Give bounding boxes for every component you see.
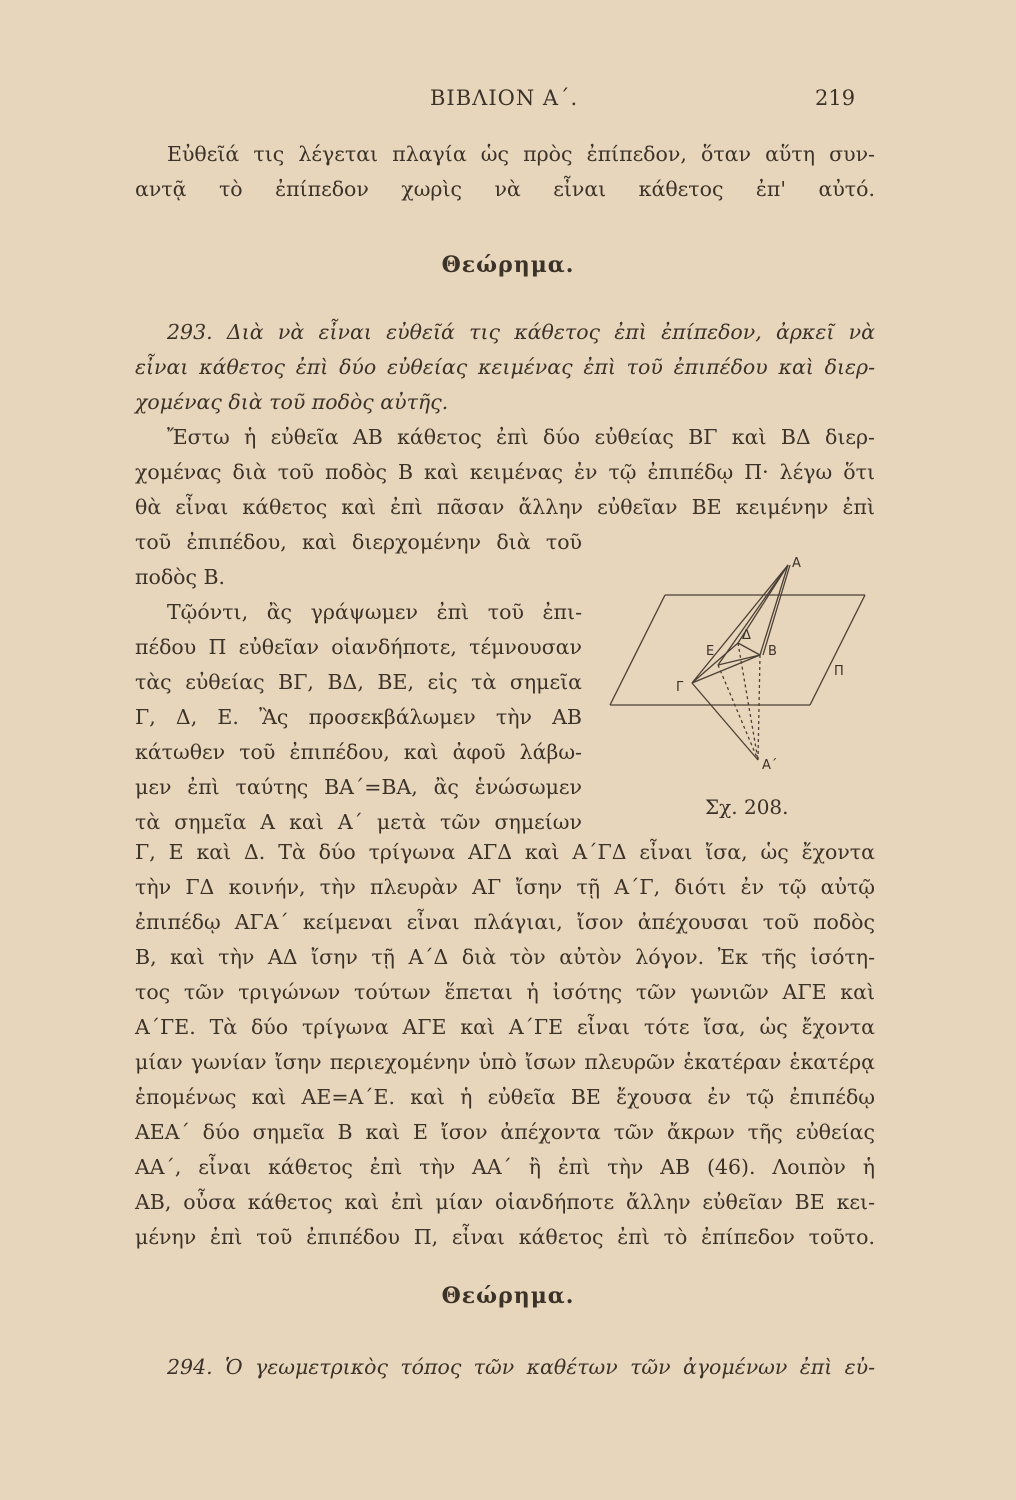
text-line: Α΄ΓΕ. Τὰ δύο τρίγωνα ΑΓΕ καὶ Α΄ΓΕ εἶναι τότε ἴσα, ὡς ἔχοντα (135, 1015, 875, 1039)
text-line: τος τῶν τριγώνων τούτων ἕπεται ἡ ἰσότης τῶν γωνιῶν ΑΓΕ καὶ (135, 980, 875, 1004)
theorem-heading: Θεώρημα. (441, 1283, 575, 1309)
text-line: Β, καὶ τὴν ΑΔ ἴσην τῇ Α΄Δ διὰ τὸν αὐτὸν λόγον. Ἐκ τῆς ἰσότη- (135, 945, 875, 969)
text-line: τὰ σημεῖα Α καὶ Α΄ μετὰ τῶν σημείων (135, 810, 582, 834)
text-line: 293. Διὰ νὰ εἶναι εὐθεῖά τις κάθετος ἐπὶ ἐπίπεδον, ἀρκεῖ νὰ (167, 320, 875, 344)
line-AB (760, 565, 788, 655)
page-header (0, 86, 1016, 116)
plane-edge (610, 595, 665, 705)
text-line: Ἔστω ἡ εὐθεῖα ΑΒ κάθετος ἐπὶ δύο εὐθείας ΒΓ καὶ ΒΔ διερ- (167, 425, 875, 449)
line-EA-prime (718, 665, 758, 760)
theorem-statement (135, 315, 875, 420)
text-line: Γ, Ε καὶ Δ. Τὰ δύο τρίγωνα ΑΓΔ καὶ Α΄ΓΔ εἶναι ἴσα, ὡς ἔχοντα (135, 840, 875, 864)
line-BA-prime (758, 655, 760, 760)
text-line: ΑΑ΄, εἶναι κάθετος ἐπὶ τὴν ΑΑ΄ ἢ ἐπὶ τὴν ΑΒ (46). Λοιπὸν ἡ (135, 1155, 875, 1179)
geometry-figure (600, 555, 870, 825)
text-line: τὴν ΓΔ κοινήν, τὴν πλευρὰν ΑΓ ἴσην τῇ Α΄Γ, διότι ἐν τῷ αὐτῷ (135, 875, 875, 899)
proof-narrow-column (135, 525, 582, 840)
text-line: ΑΒ, οὖσα κάθετος καὶ ἐπὶ μίαν οἱανδήποτε ἄλλην εὐθεῖαν ΒΕ κει- (135, 1190, 875, 1214)
page-number: 219 (815, 86, 856, 110)
label-E: Ε (706, 644, 715, 659)
label-A: Α (792, 556, 801, 571)
figure-caption: Σχ. 208. (705, 795, 789, 819)
text-line: ΑΕΑ΄ δύο σημεῖα Β καὶ Ε ἴσον ἀπέχοντα τῶν ἄκρων τῆς εὐθείας (135, 1120, 875, 1144)
line-GD (692, 643, 738, 683)
text-line: ποδὸς Β. (135, 565, 226, 589)
line-AG (692, 565, 788, 683)
text-line: ἑπομένως καὶ ΑΕ=Α΄Ε. καὶ ἡ εὐθεῖα ΒΕ ἔχουσα ἐν τῷ ἐπιπέδῳ (135, 1085, 875, 1109)
label-B: Β (768, 644, 777, 659)
theorem-statement (135, 1350, 875, 1385)
text-line: εἶναι κάθετος ἐπὶ δύο εὐθείας κειμένας ἐπὶ τοῦ ἐπιπέδου καὶ διερ- (135, 355, 875, 379)
definition-paragraph (135, 137, 875, 207)
text-line: αντᾷ τὸ ἐπίπεδον χωρὶς νὰ εἶναι κάθετος ἐπ' αὐτό. (135, 177, 875, 201)
text-line: τὰς εὐθείας ΒΓ, ΒΔ, ΒΕ, εἰς τὰ σημεῖα (135, 670, 582, 694)
running-title: ΒΙΒΛΙΟΝ Α΄. (430, 86, 579, 110)
text-line: Εὐθεῖά τις λέγεται πλαγία ὡς πρὸς ἐπίπεδον, ὅταν αὕτη συν- (167, 142, 875, 166)
proof-paragraph (135, 420, 875, 525)
text-line: Τῷόντι, ἂς γράψωμεν ἐπὶ τοῦ ἐπι- (167, 600, 582, 624)
text-line: ἐπιπέδῳ ΑΓΑ΄ κείμεναι εἶναι πλάγιαι, ἴσον ἀπέχουσαι τοῦ ποδὸς (135, 910, 875, 934)
line-DB (738, 643, 760, 655)
text-line: μεν ἐπὶ ταύτης ΒΑ΄=ΒΑ, ἂς ἑνώσωμεν (135, 775, 582, 799)
text-line: θὰ εἶναι κάθετος καὶ ἐπὶ πᾶσαν ἄλλην εὐθεῖαν ΒΕ κειμένην ἐπὶ (135, 495, 875, 519)
text-line: μίαν γωνίαν ἴσην περιεχομένην ὑπὸ ἴσων πλευρῶν ἑκατέραν ἑκατέρᾳ (135, 1050, 875, 1074)
label-P: Π (834, 664, 844, 679)
label-D: Δ (742, 628, 751, 643)
line-AE (718, 565, 788, 665)
text-line: Γ, Δ, Ε. Ἂς προσεκβάλωμεν τὴν ΑΒ (135, 705, 582, 729)
text-line: κάτωθεν τοῦ ἐπιπέδου, καὶ ἀφοῦ λάβω- (135, 740, 582, 764)
text-line: 294. Ὁ γεωμετρικὸς τόπος τῶν καθέτων τῶν ἀγομένων ἐπὶ εὐ- (167, 1355, 875, 1379)
text-line: τοῦ ἐπιπέδου, καὶ διερχομένην διὰ τοῦ (135, 530, 582, 554)
text-line: μένην ἐπὶ τοῦ ἐπιπέδου Π, εἶναι κάθετος ἐπὶ τὸ ἐπίπεδον τοῦτο. (135, 1225, 875, 1249)
text-line: χομένας διὰ τοῦ ποδὸς αὐτῆς. (135, 390, 449, 414)
text-line: πέδου Π εὐθεῖαν οἱανδήποτε, τέμνουσαν (135, 635, 582, 659)
theorem-heading: Θεώρημα. (441, 252, 575, 278)
plane-edge (810, 595, 865, 705)
label-G: Γ (676, 680, 684, 695)
label-A-prime: Α΄ (762, 758, 778, 773)
text-line: χομένας διὰ τοῦ ποδὸς Β καὶ κειμένας ἐν τῷ ἐπιπέδῳ Π· λέγω ὅτι (135, 460, 875, 484)
line-GB (692, 655, 760, 683)
proof-continuation (135, 835, 875, 1255)
line-GA-prime (692, 683, 758, 760)
